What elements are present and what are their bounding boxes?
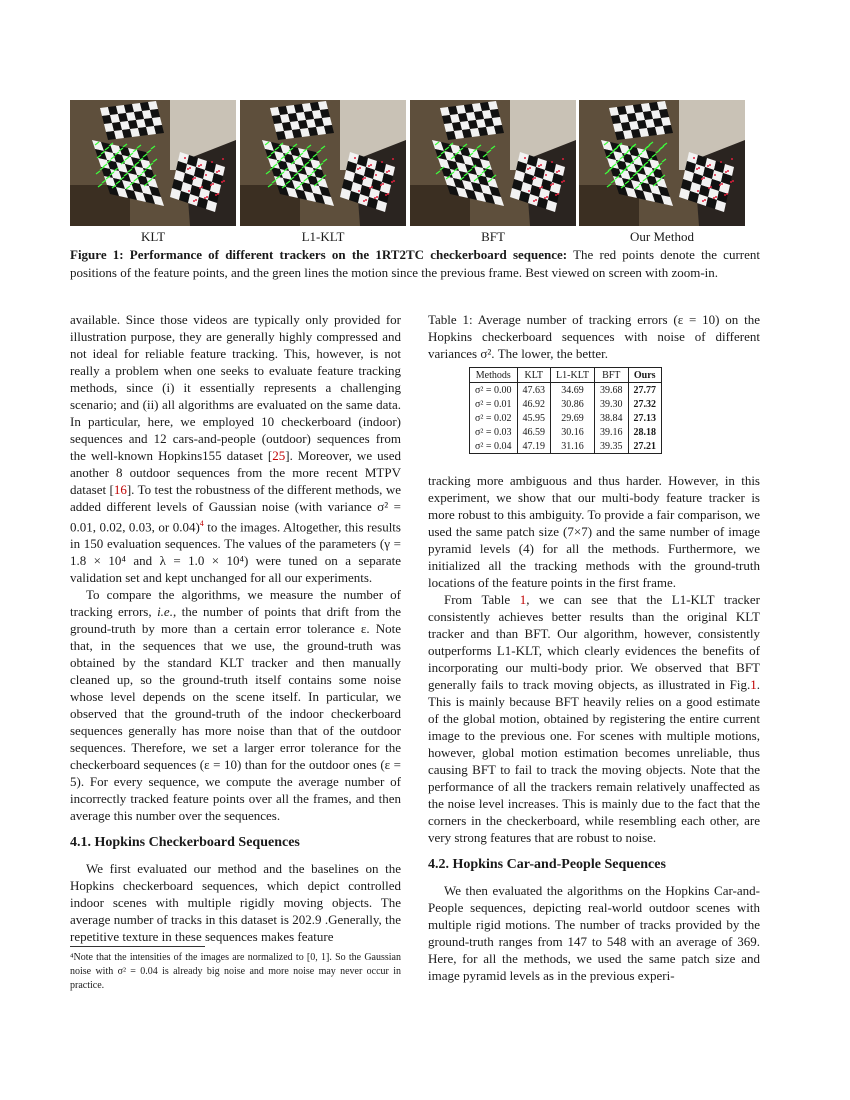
table-header: Methods <box>470 368 518 383</box>
footnote-divider <box>70 946 205 947</box>
text: ]. Moreover, we used another 8 outdoor sequences from the more recent MTPV dataset [ <box>70 448 401 497</box>
footnote: ⁴Note that the intensities of the images are normalized to [0, 1]. So the Gaussian noise with σ² = 0.04 is already big noise and more noise may never occur in practice. <box>70 952 401 991</box>
table-row <box>470 411 662 425</box>
text: available. Since those videos are typically only provided for illustration purpose, they are generally highly compressed and not ideal for reliable feature tracking. This, however, is not really a problem when one seeks to evaluate feature tracking methods, since (i) it essentially represents a challenging scenario; and (ii) all algorithms are evaluated on the same data. In particular, here, we employed 10 checkerboard (indoor) sequences and 12 cars-and-people (outdoor) sequences from the well-known Hopkins155 dataset [ <box>70 312 401 463</box>
paragraph: tracking more ambiguous and thus harder. However, in this experiment, we show that our multi-body feature tracker is more robust to this ambiguity. To provide a fair comparison, we used the same patch size (7×7) and the same number of image pyramid levels (4) for all the methods. Furthermore, we initialized all the tracking methods with the ground-truth locations of the feature points in the first frame. <box>428 473 760 590</box>
table-cell: σ² = 0.04 <box>470 439 518 454</box>
text: , the number of points that drift from the ground-truth by more than a certain error tolerance ε. Note that, in the sequences that we use, the ground-truth was obtained by the standard KLT tracker and then manually cleaned up, so the ground-truth itself contains some noise whose level depends on the scene itself. In particular, we observed that the ground-truth of the indoor checkerboard sequences generally has more noise than that of the outdoor sequences. Therefore, we set a larger error tolerance for the checkerboard sequences (ε = 10) than for the outdoor ones (ε = 5). For every sequence, we compute the average number of incorrectly tracked feature points over all the frames, and then average this number over the sequences. <box>70 604 401 824</box>
checkerboard-top <box>609 101 673 140</box>
paragraph: We then evaluated the algorithms on the Hopkins Car-and-People sequences, depicting real-world outdoor scenes with multiple rigid motions. The number of tracks provided by the ground-truth ranges from 147 to 548 with an average of 369. Here, for all the methods, we used the same patch size and image pyramid levels as in the previous experi- <box>428 883 760 983</box>
table-cell: 27.13 <box>628 411 662 425</box>
table-cell: 39.30 <box>595 397 629 411</box>
table-cell: 29.69 <box>551 411 595 425</box>
panel-label: KLT <box>140 229 166 244</box>
table-header: BFT <box>595 368 629 383</box>
figure-link[interactable]: 1 <box>750 677 757 692</box>
figure-panel-ours <box>579 100 745 226</box>
table-cell: σ² = 0.03 <box>470 425 518 439</box>
table-cell: 47.19 <box>522 440 546 452</box>
paragraph <box>70 586 401 824</box>
table-cell: 27.32 <box>628 397 662 411</box>
figure-caption-title: Figure 1: Performance of different trackers on the 1RT2TC checkerboard sequence: <box>70 247 568 262</box>
table-cell: 45.95 <box>522 412 546 424</box>
table-header: L1-KLT <box>551 368 595 383</box>
checkerboard-top <box>440 101 504 140</box>
paragraph <box>428 591 760 846</box>
panel-label: L1-KLT <box>301 229 345 244</box>
checkerboard-top <box>100 101 164 140</box>
table-header: Ours <box>628 368 662 383</box>
table-cell: 27.77 <box>628 383 662 398</box>
scene-image <box>70 100 236 226</box>
table-cell: 39.35 <box>595 439 629 454</box>
left-column <box>70 311 401 945</box>
table-caption: Table 1: Average number of tracking errors (ε = 10) on the Hopkins checkerboard sequences with noise of different variances σ². The lower, the better. <box>428 312 760 361</box>
table-cell: 28.18 <box>628 425 662 439</box>
section-heading: 4.1. Hopkins Checkerboard Sequences <box>70 835 300 851</box>
panel-label: Our Method <box>630 229 694 244</box>
text: i.e. <box>157 604 173 620</box>
right-column <box>428 472 760 984</box>
table-cell: 31.16 <box>551 439 595 454</box>
table-row <box>470 383 662 398</box>
text: . This is mainly because BFT heavily relies on a good estimate of the global motion, obtained by registering the entire current image to the previous one. For scenes with multiple motions, however, global motion estimation becomes unreliable, thus causing BFT to fail to track the moving objects. Note that the performance of all the trackers remain relatively unaffected as the noise level increases. This is mainly due to the fact that the corners in the checkerboard, while resembling each other, are very strong features that are robust to noise. <box>428 677 760 845</box>
paragraph: We first evaluated our method and the baselines on the Hopkins checkerboard sequences, which depict controlled indoor scenes with multiple rigidly moving objects. The average number of tracks in this dataset is 202.9 .Generally, the repetitive texture in these sequences makes feature <box>70 861 401 945</box>
figure-caption-text: The red points denote the current positions of the feature points, and the green lines the motion since the previous frame. Best viewed on screen with zoom-in. <box>70 247 760 280</box>
footnote-mark[interactable]: 4 <box>199 519 204 528</box>
table-row <box>470 439 662 454</box>
text: , we can see that the L1-KLT tracker consistently achieves better results than the original KLT tracker and than BFT. Our algorithm, however, consistently outperforms L1-KLT, which clearly evidences the benefits of incorporating our multi-body prior. We observed that BFT generally fails to track moving objects, as illustrated in Fig. <box>428 592 760 692</box>
table-cell: 27.21 <box>628 439 662 454</box>
citation-link[interactable]: 25 <box>272 448 286 463</box>
section-heading: 4.2. Hopkins Car-and-People Sequences <box>428 857 666 872</box>
scene-image <box>579 100 745 226</box>
table-header-row <box>470 368 662 383</box>
table-cell: 34.69 <box>551 383 595 398</box>
text: From Table <box>444 592 520 607</box>
citation-link[interactable]: 16 <box>113 482 127 497</box>
text: ]. To test the robustness of the different methods, we added different levels of Gaussian noise (with variance σ² = 0.01, 0.02, 0.03, or 0.04) <box>70 482 402 535</box>
table-cell: 30.16 <box>551 425 595 439</box>
results-table <box>469 367 662 454</box>
checkerboard-top <box>270 101 334 140</box>
table-cell: 46.59 <box>522 426 546 438</box>
figure-panel-l1-klt <box>240 100 406 226</box>
scene-image <box>410 100 576 226</box>
figure-panel-klt <box>70 100 236 226</box>
scene-image <box>240 100 406 226</box>
table-cell: σ² = 0.01 <box>470 397 518 411</box>
table-cell: 47.63 <box>522 384 546 396</box>
panel-label: BFT <box>481 229 505 244</box>
paragraph <box>70 311 401 586</box>
table-cell: 39.68 <box>595 383 629 398</box>
text: To compare the algorithms, we measure the number of tracking errors, <box>70 587 401 620</box>
table-cell: σ² = 0.02 <box>470 411 518 425</box>
table-row <box>470 425 662 439</box>
figure-caption <box>70 246 760 282</box>
table-cell: 46.92 <box>522 398 546 410</box>
table-cell: 30.86 <box>551 397 595 411</box>
table-header: KLT <box>517 368 551 383</box>
table-cell: 38.84 <box>595 411 629 425</box>
table-cell: σ² = 0.00 <box>470 383 518 398</box>
table-link[interactable]: 1 <box>519 592 527 607</box>
text: to the images. Altogether, this results in 150 evaluation sequences. The values of the parameters (γ = 1.8 × 10⁴ and λ = 1.0 × 10⁴) were tuned on a separate validation set and kept unchanged for all our experiments. <box>70 519 401 586</box>
figure-panel-bft <box>410 100 576 226</box>
table-row <box>470 397 662 411</box>
table-cell: 39.16 <box>595 425 629 439</box>
